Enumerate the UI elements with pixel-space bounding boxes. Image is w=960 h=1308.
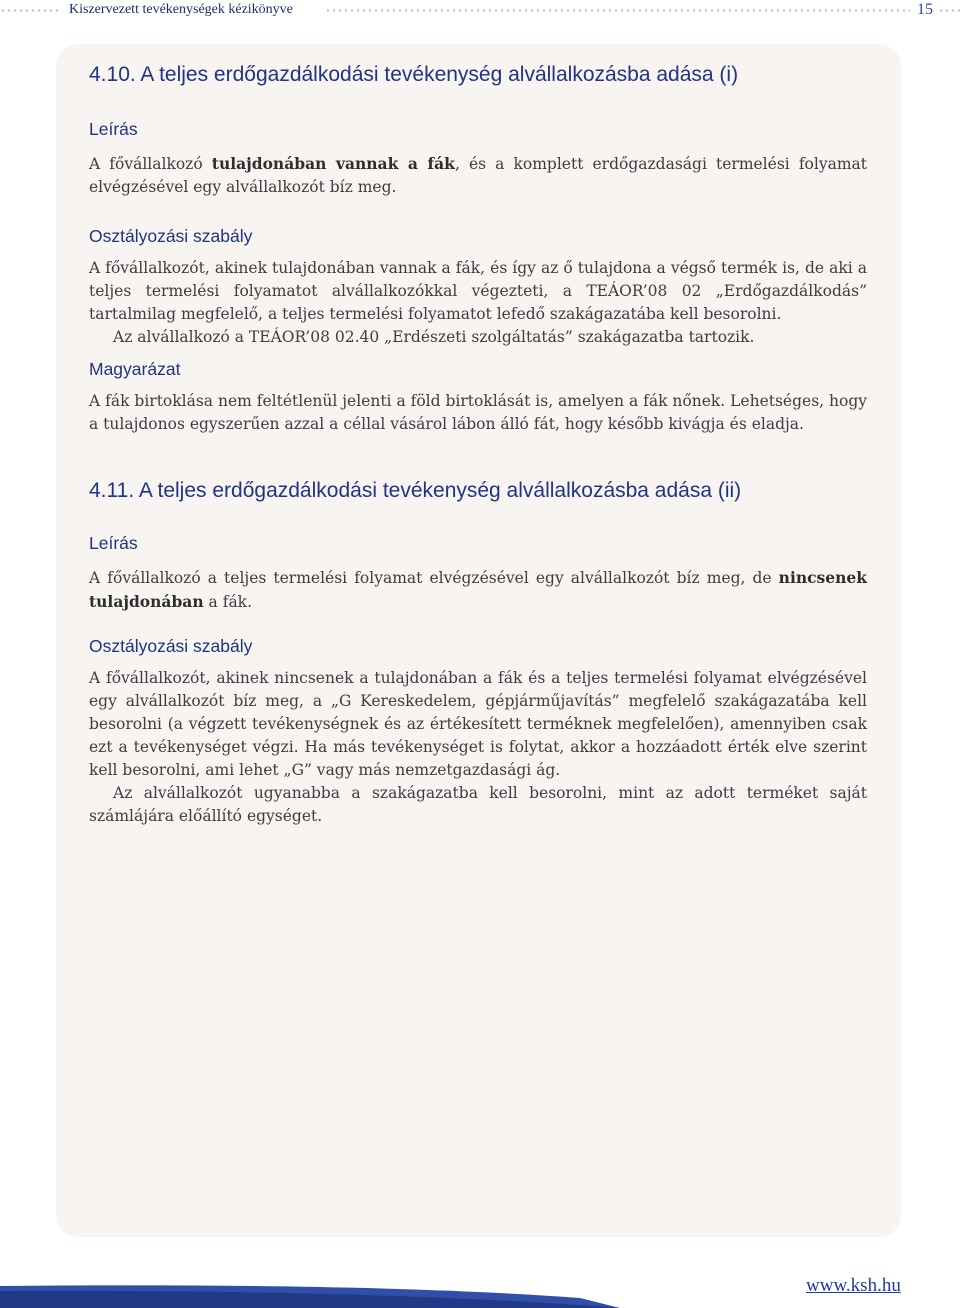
header-dots-right xyxy=(938,9,960,12)
section-4-11-leiras-heading: Leírás xyxy=(89,533,138,553)
page-content xyxy=(89,56,867,828)
section-4-10-magyarazat-heading: Magyarázat xyxy=(89,359,181,379)
section-4-11-szabaly-p2: Az alvállalkozót ugyanabba a szakágazatba kell besorolni, mint az adott terméket saját számlájára előállító egységet. xyxy=(89,784,867,825)
section-4-11-heading: 4.11. A teljes erdőgazdálkodási tevékenység alvállalkozásba adása (ii) xyxy=(89,479,742,502)
section-4-11-szabaly-heading: Osztályozási szabály xyxy=(89,636,253,656)
section-4-10-heading: 4.10. A teljes erdőgazdálkodási tevékenység alvállalkozásba adása (i) xyxy=(89,63,739,86)
page-number: 15 xyxy=(917,1,933,18)
section-4-10-leiras: A fővállalkozó tulajdonában vannak a fák, és a komplett erdőgazdasági termelési folyamat elvégzésével egy alvállalkozót bíz meg. xyxy=(89,154,868,196)
page-header xyxy=(0,0,960,22)
section-4-10-leiras-heading: Leírás xyxy=(89,119,138,139)
header-dots-left xyxy=(0,9,62,12)
section-4-10-magyarazat: A fák birtoklása nem feltétlenül jelenti a föld birtoklását is, amelyen a fák nőnek. Lehetséges, hogy a tulajdonos egyszerűen azzal a céllal vásárol lábon álló fát, hogy később kivágja és eladja. xyxy=(89,392,868,433)
section-4-11-leiras: A fővállalkozó a teljes termelési folyamat elvégzésével egy alvállalkozót bíz meg, de nincsenek tulajdonában a fák. xyxy=(89,568,867,611)
section-4-10-szabaly-heading: Osztályozási szabály xyxy=(89,226,253,246)
section-4-10-szabaly-p1: A fővállalkozót, akinek tulajdonában vannak a fák, és így az ő tulajdona a végső termék is, de aki a teljes termelési folyamatot alvállalkozókkal végezteti, a TEÁOR’08 02 „Erdőgazdálkodás” tartalmilag megfelelő, a teljes termelési folyamatot lefedő szakágazatába kell besorolni. xyxy=(89,259,867,323)
header-dots-middle xyxy=(325,9,910,12)
header-title: Kiszervezett tevékenységek kézikönyve xyxy=(69,2,293,17)
section-4-11-szabaly-p1: A fővállalkozót, akinek nincsenek a tulajdonában a fák és a teljes termelési folyamat elvégzésével egy alvállalkozót bíz meg, a „G Kereskedelem, gépjárműjavítás” megfelelő szakágazatába kell besorolni (a végzett tevékenységnek és az értékesített terméknek megfelelően), amennyiben csak ezt a tevékenységet végzi. Ha más tevékenységet is folytat, akkor a hozzáadott érték elve szerint kell besorolni, ami lehet „G” vagy más nemzetgazdasági ág. xyxy=(89,669,867,779)
footer-website-link[interactable]: www.ksh.hu xyxy=(806,1275,901,1296)
section-4-10-szabaly-p2: Az alvállalkozó a TEÁOR’08 02.40 „Erdészeti szolgáltatás” szakágazatba tartozik. xyxy=(113,328,755,346)
